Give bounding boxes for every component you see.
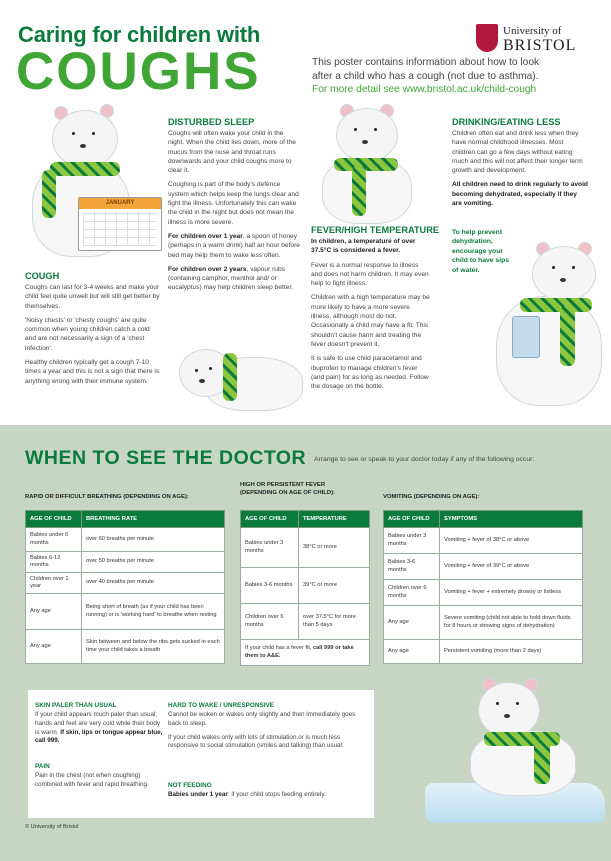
vomiting-col-age: AGE OF CHILD xyxy=(384,511,440,528)
table-row: Babies 3-6 months Vomiting + fever of 39°C or above xyxy=(384,554,583,580)
cough-p1: Coughs can last for 3-4 weeks and make your child feel quite unwell but will still get better by themselves. xyxy=(25,284,160,310)
table-row: Babies under 3 months Vomiting + fever of 38°C or above xyxy=(384,528,583,554)
cough-p2: 'Noisy chests' or 'chesty coughs' are quite common when young children catch a cold and are not necessarily a sign of a 'chest infection'. xyxy=(25,316,150,352)
table-row: Children over 1 year over 40 breaths per minute xyxy=(26,573,225,594)
copyright: © University of Bristol xyxy=(25,824,79,830)
crest-icon xyxy=(476,24,498,52)
sleep-p2: Coughing is part of the body's defence system which helps keep the lungs clear and fight the illness. Unfortunately this can wake the child in the night but does not mean the illness is more severe. xyxy=(168,181,299,226)
bear-sleeping-illustration xyxy=(175,335,305,415)
vomiting-col-symptoms: SYMPTOMS xyxy=(440,511,583,528)
calendar-label: JANUARY xyxy=(79,198,161,209)
fever-col-temp: TEMPERATURE xyxy=(299,511,370,528)
skin-heading: SKIN PALER THAN USUAL xyxy=(35,702,117,709)
breathing-col-age: AGE OF CHILD xyxy=(26,511,82,528)
table-row: Babies under 6 months over 60 breaths per minute xyxy=(26,528,225,552)
doctor-subheading: Arrange to see or speak to your doctor today if any of the following occur: xyxy=(314,456,535,463)
glass-icon xyxy=(512,316,540,358)
sleep-p4: For children over 2 years, vapour rubs (containing camphor, menthol and/ or eucalyptus) may help children sleep better. xyxy=(168,265,293,292)
title-line-2: COUGHS xyxy=(16,42,261,101)
table-row xyxy=(241,640,370,666)
vomiting-label: VOMITING (DEPENDING ON AGE): xyxy=(383,494,480,500)
sleep-heading: DISTURBED SLEEP xyxy=(168,117,255,127)
fever-text xyxy=(311,237,431,396)
table-row: Any age Persistent vomiting (more than 2 days) xyxy=(384,640,583,664)
intro-link[interactable]: For more detail see www.bristol.ac.uk/child-cough xyxy=(312,84,537,95)
sleep-p1: Coughs will often wake your child in the night. When the child lies down, more of the mucus from the nose and throat runs downwards and your child coughs more to clear it. xyxy=(168,130,296,175)
university-logo[interactable] xyxy=(476,22,594,56)
table-row: Babies 6-12 months over 50 breaths per minute xyxy=(26,552,225,573)
fever-fit-note: If your child has a fever fit, call 999 or take them to A&E. xyxy=(241,640,370,666)
drinking-p1: Children often eat and drink less when they have normal childhood illnesses. Most children can go a few days without eating much and this will not affect their longer term growth and development. xyxy=(452,130,583,175)
fever-table-label: HIGH OR PERSISTENT FEVER (DEPENDING ON AGE OF CHILD): xyxy=(240,482,336,496)
fever-table xyxy=(240,510,370,666)
feed-heading: NOT FEEDING xyxy=(168,782,212,789)
fever-col-age: AGE OF CHILD xyxy=(241,511,299,528)
table-row: Babies 3-6 months 39°C or more xyxy=(241,568,370,604)
drinking-heading: DRINKING/EATING LESS xyxy=(452,117,561,127)
table-row: Children over 6 months over 37.5°C for more than 5 days xyxy=(241,604,370,640)
title-line-1: Caring for children with xyxy=(18,22,261,47)
cough-text xyxy=(25,283,160,391)
wake-heading: HARD TO WAKE / UNRESPONSIVE xyxy=(168,702,275,709)
extra-signs-box xyxy=(28,690,374,818)
bear-drinking-illustration xyxy=(490,232,605,407)
table-row: Children over 6 months Vomiting + fever + extremely drowsy or listless xyxy=(384,580,583,606)
fever-heading: FEVER/HIGH TEMPERATURE xyxy=(311,225,439,235)
doctor-heading: WHEN TO SEE THE DOCTOR xyxy=(25,447,307,469)
logo-line-1: University of xyxy=(503,25,562,37)
drinking-text xyxy=(452,129,588,213)
intro-text xyxy=(312,56,602,97)
fever-lead: In children, a temperature of over 37.5°C is considered a fever. xyxy=(311,238,416,255)
pain-text: Pain in the chest (not when coughing) combined with fever and rapid breathing. xyxy=(35,772,149,788)
drinking-p2: All children need to drink regularly to avoid becoming dehydrated, especially if they are vomiting. xyxy=(452,181,588,208)
intro-line-2: after a child who has a cough (not due to asthma). xyxy=(312,70,539,82)
breathing-col-rate: BREATHING RATE xyxy=(82,511,225,528)
feed-text: Babies under 1 year: if your child stops feeding entirely. xyxy=(168,791,326,798)
pain-heading: PAIN xyxy=(35,763,50,770)
fever-p3: It is safe to use child paracetamol and ibuprofen to manage children's fever (and pain) for as long as needed. Follow the dosage on the bottle. xyxy=(311,355,429,391)
bear-thermometer-illustration xyxy=(312,100,422,225)
table-row: Any age Severe vomiting (child not able to hold down fluids for 8 hours or showing signs of dehydration) xyxy=(384,606,583,640)
bear-ice-illustration xyxy=(460,672,585,797)
skin-text: If your child appears much paler than usual; hands and feet are very cold while their body is warm. If skin, lips or tongue appear blue, call 999. xyxy=(35,711,163,745)
fever-p2: Children with a high temperature may be more likely to have a more severe illness, although most do not. Occasionally a child may have a fit. This shouldn't cause harm and treating the fever doesn't prevent it. xyxy=(311,294,430,348)
fever-p1: Fever is a normal response to illness and does not harm children. It may even help to fight illness. xyxy=(311,261,429,288)
drinking-callout: To help prevent dehydration, encourage your child to have sips of water. xyxy=(452,229,510,274)
calendar-illustration xyxy=(78,197,162,251)
logo-line-2: BRISTOL xyxy=(503,37,577,54)
cough-heading: COUGH xyxy=(25,271,60,281)
sleep-text xyxy=(168,129,300,298)
sleep-p3: For children over 1 year, a spoon of honey (perhaps in a warm drink) half an hour before bed may help them to wake less often. xyxy=(168,232,300,259)
wake-text: Cannot be woken or wakes only slightly and then immediately goes back to sleep. If your child wakes only with lots of stimulation,or is much less responsive to social stimulation (smiles and talking) than usual. xyxy=(168,711,356,750)
table-row: Any age Being short of breath (as if your child has been running) or is 'working hard' to breathe when resting xyxy=(26,594,225,630)
vomiting-table xyxy=(383,510,583,664)
breathing-table xyxy=(25,510,225,664)
table-row: Babies under 3 months 38°C or more xyxy=(241,528,370,568)
cough-p3: Healthy children typically get a cough 7-10 times a year and this is not a sign that there is anything wrong with their immune system. xyxy=(25,359,160,385)
table-row: Any age Skin between and below the ribs gets sucked in each time your child takes a breath xyxy=(26,630,225,664)
intro-line-1: This poster contains information about how to look xyxy=(312,57,540,68)
breathing-label: RAPID OR DIFFICULT BREATHING (DEPENDING ON AGE): xyxy=(25,494,189,500)
